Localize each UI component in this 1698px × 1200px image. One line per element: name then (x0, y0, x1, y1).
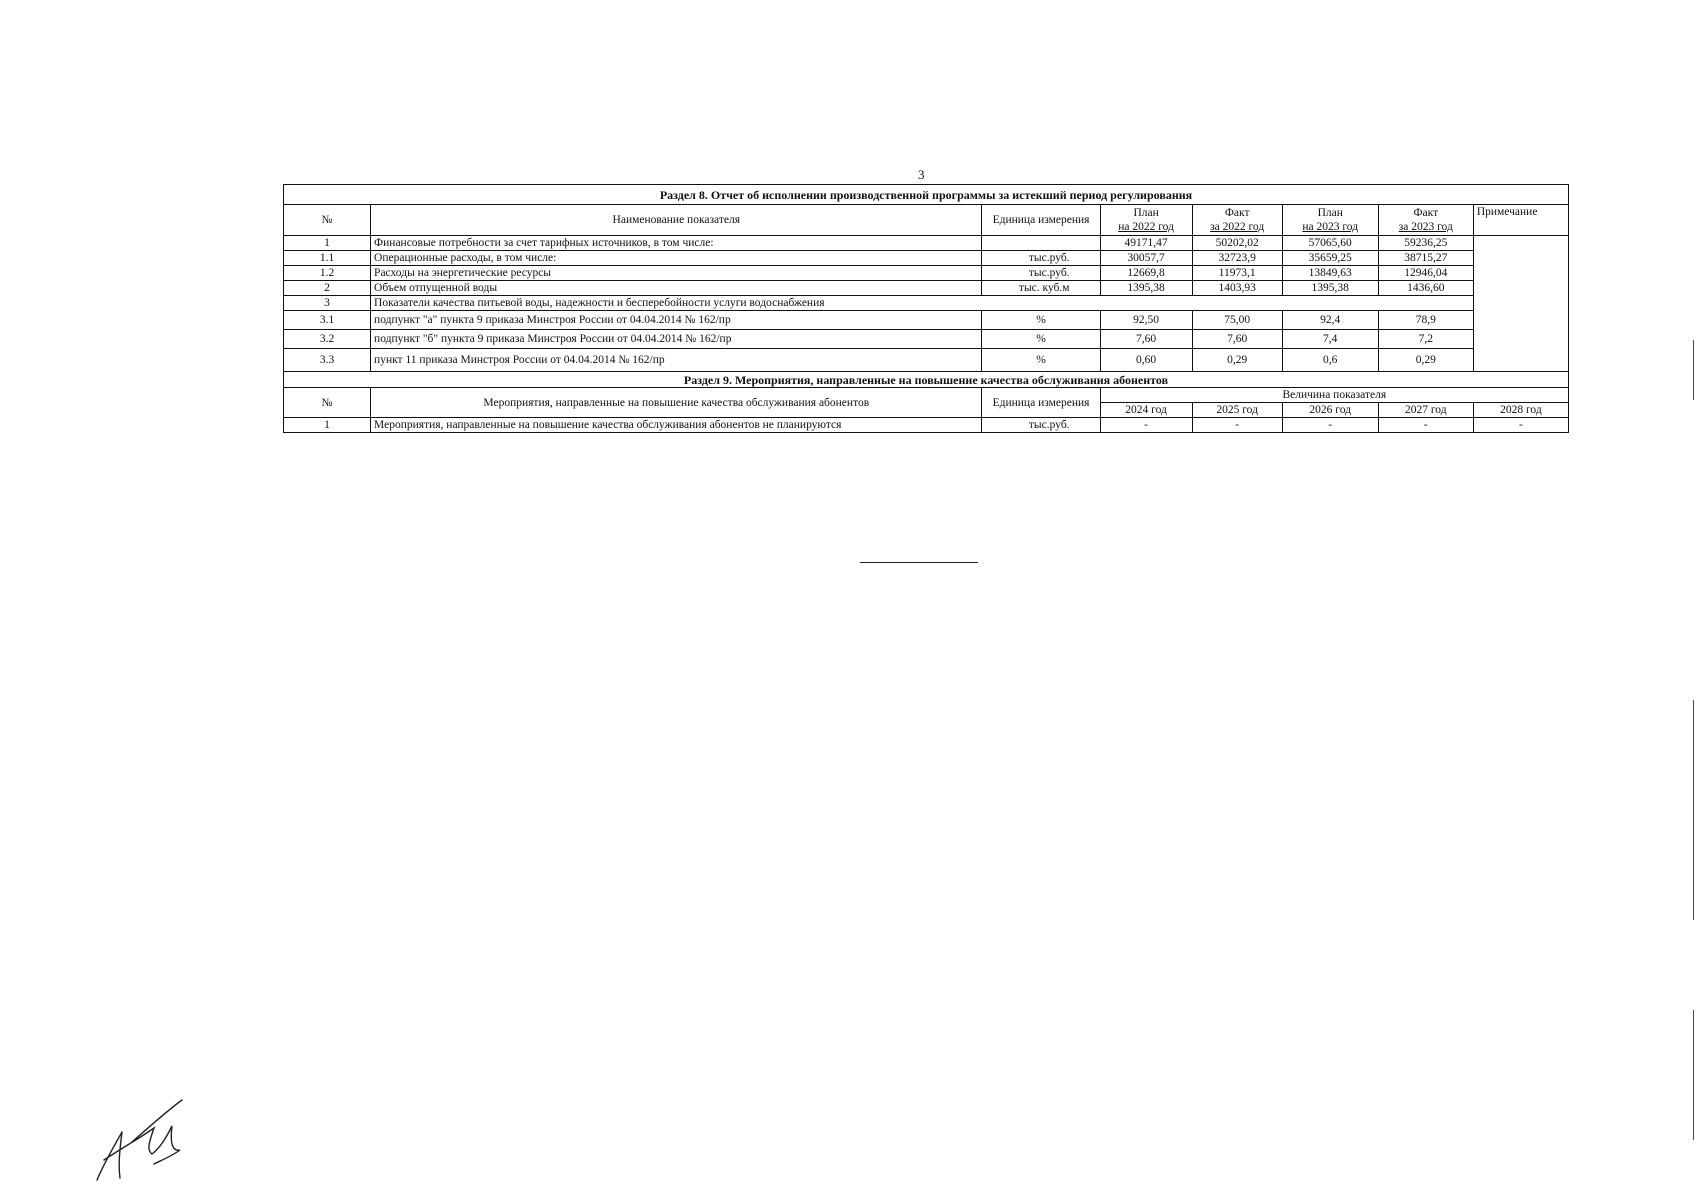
edge-mark (1693, 340, 1694, 400)
note-cell (1473, 236, 1568, 372)
header-line-1: План (1317, 207, 1343, 219)
end-rule (860, 562, 978, 563)
row-plan-2022: 30057,7 (1100, 251, 1192, 266)
col-header-no: № (284, 205, 371, 236)
col-header-plan-2023 (1282, 205, 1378, 236)
header-line-2: на 2023 год (1302, 221, 1359, 233)
row-plan-2023: 0,6 (1282, 349, 1378, 372)
row-name: Расходы на энергетические ресурсы (371, 266, 982, 281)
edge-mark (1693, 1010, 1694, 1140)
row-unit: % (982, 349, 1100, 372)
row-name: подпункт "а" пункта 9 приказа Минстроя России от 04.04.2014 № 162/пр (371, 311, 982, 330)
col-header-fact-2023 (1378, 205, 1473, 236)
section9-title-row (284, 372, 1569, 388)
section8-title: Раздел 8. Отчет об исполнении производственной программы за истекший период регулирования (284, 185, 1569, 205)
row-fact-2022: 50202,02 (1192, 236, 1282, 251)
row-name: Финансовые потребности за счет тарифных источников, в том числе: (371, 236, 982, 251)
row-value-2025: - (1192, 418, 1282, 433)
row-plan-2023: 1395,38 (1282, 281, 1378, 296)
col-header-2028: 2028 год (1473, 403, 1568, 418)
row-name: Мероприятия, направленные на повышение качества обслуживания абонентов не планируются (371, 418, 982, 433)
table-row (284, 251, 1569, 266)
table-row (284, 349, 1569, 372)
row-fact-2022: 11973,1 (1192, 266, 1282, 281)
row-plan-2022: 92,50 (1100, 311, 1192, 330)
row-fact-2022: 32723,9 (1192, 251, 1282, 266)
row-fact-2023: 0,29 (1378, 349, 1473, 372)
table-row (284, 281, 1569, 296)
col-header-note: Примечание (1473, 205, 1568, 236)
row-plan-2022: 49171,47 (1100, 236, 1192, 251)
row-fact-2023: 38715,27 (1378, 251, 1473, 266)
section9-header-row (284, 388, 1569, 403)
row-no: 3.1 (284, 311, 371, 330)
report-table (283, 184, 1569, 433)
edge-mark (1693, 700, 1694, 920)
col-header-name: Наименование показателя (371, 205, 982, 236)
table-row (284, 266, 1569, 281)
col-header-unit: Единица измерения (982, 205, 1100, 236)
col-header-plan-2022 (1100, 205, 1192, 236)
col-header-fact-2022 (1192, 205, 1282, 236)
col-header-2026: 2026 год (1282, 403, 1378, 418)
row-plan-2023: 92,4 (1282, 311, 1378, 330)
col-header-unit: Единица измерения (982, 388, 1100, 418)
row-fact-2023: 7,2 (1378, 330, 1473, 349)
header-line-1: Факт (1413, 207, 1439, 219)
row-no: 3.3 (284, 349, 371, 372)
row-unit: % (982, 330, 1100, 349)
row-fact-2023: 78,9 (1378, 311, 1473, 330)
row-no: 1 (284, 236, 371, 251)
row-unit: тыс.руб. (982, 418, 1100, 433)
row-plan-2022: 0,60 (1100, 349, 1192, 372)
row-no: 1.2 (284, 266, 371, 281)
row-plan-2023: 13849,63 (1282, 266, 1378, 281)
row-name: пункт 11 приказа Минстроя России от 04.04.2014 № 162/пр (371, 349, 982, 372)
col-header-2024: 2024 год (1100, 403, 1192, 418)
section8-title-row (284, 185, 1569, 205)
header-line-2: за 2022 год (1210, 221, 1265, 233)
table-row (284, 236, 1569, 251)
row-fact-2022: 75,00 (1192, 311, 1282, 330)
section9-title: Раздел 9. Мероприятия, направленные на повышение качества обслуживания абонентов (284, 372, 1569, 388)
table-row (284, 296, 1569, 311)
row-fact-2022: 1403,93 (1192, 281, 1282, 296)
row-value-2028: - (1473, 418, 1568, 433)
row-fact-2022: 0,29 (1192, 349, 1282, 372)
row-unit (982, 236, 1100, 251)
row-unit: % (982, 311, 1100, 330)
col-header-measures: Мероприятия, направленные на повышение качества обслуживания абонентов (371, 388, 982, 418)
row-value-2027: - (1378, 418, 1473, 433)
row-no: 2 (284, 281, 371, 296)
col-header-value: Величина показателя (1100, 388, 1568, 403)
row-value-2026: - (1282, 418, 1378, 433)
row-fact-2023: 59236,25 (1378, 236, 1473, 251)
table-row (284, 418, 1569, 433)
row-plan-2023: 35659,25 (1282, 251, 1378, 266)
row-no: 1 (284, 418, 371, 433)
page-number: 3 (918, 167, 925, 182)
row-name: Операционные расходы, в том числе: (371, 251, 982, 266)
section8-header-row (284, 205, 1569, 236)
signature (92, 1098, 202, 1188)
header-line-1: Факт (1224, 207, 1250, 219)
row-plan-2022: 7,60 (1100, 330, 1192, 349)
table-row (284, 330, 1569, 349)
row-name: подпункт "б" пункта 9 приказа Минстроя России от 04.04.2014 № 162/пр (371, 330, 982, 349)
row-plan-2023: 57065,60 (1282, 236, 1378, 251)
row-name: Объем отпущенной воды (371, 281, 982, 296)
row-no: 3.2 (284, 330, 371, 349)
row-fact-2023: 1436,60 (1378, 281, 1473, 296)
row-value-2024: - (1100, 418, 1192, 433)
row-unit: тыс.руб. (982, 251, 1100, 266)
row-plan-2023: 7,4 (1282, 330, 1378, 349)
table-row (284, 311, 1569, 330)
row-plan-2022: 12669,8 (1100, 266, 1192, 281)
header-line-1: План (1133, 207, 1159, 219)
col-header-2025: 2025 год (1192, 403, 1282, 418)
row-unit: тыс.руб. (982, 266, 1100, 281)
header-line-2: на 2022 год (1118, 221, 1174, 233)
row-unit: тыс. куб.м (982, 281, 1100, 296)
header-line-2: за 2023 год (1398, 221, 1453, 233)
col-header-2027: 2027 год (1378, 403, 1473, 418)
col-header-no: № (284, 388, 371, 418)
row-fact-2023: 12946,04 (1378, 266, 1473, 281)
row-no: 3 (284, 296, 371, 311)
row-no: 1.1 (284, 251, 371, 266)
row-plan-2022: 1395,38 (1100, 281, 1192, 296)
row-name: Показатели качества питьевой воды, надежности и бесперебойности услуги водоснабжения (371, 296, 1474, 311)
row-fact-2022: 7,60 (1192, 330, 1282, 349)
